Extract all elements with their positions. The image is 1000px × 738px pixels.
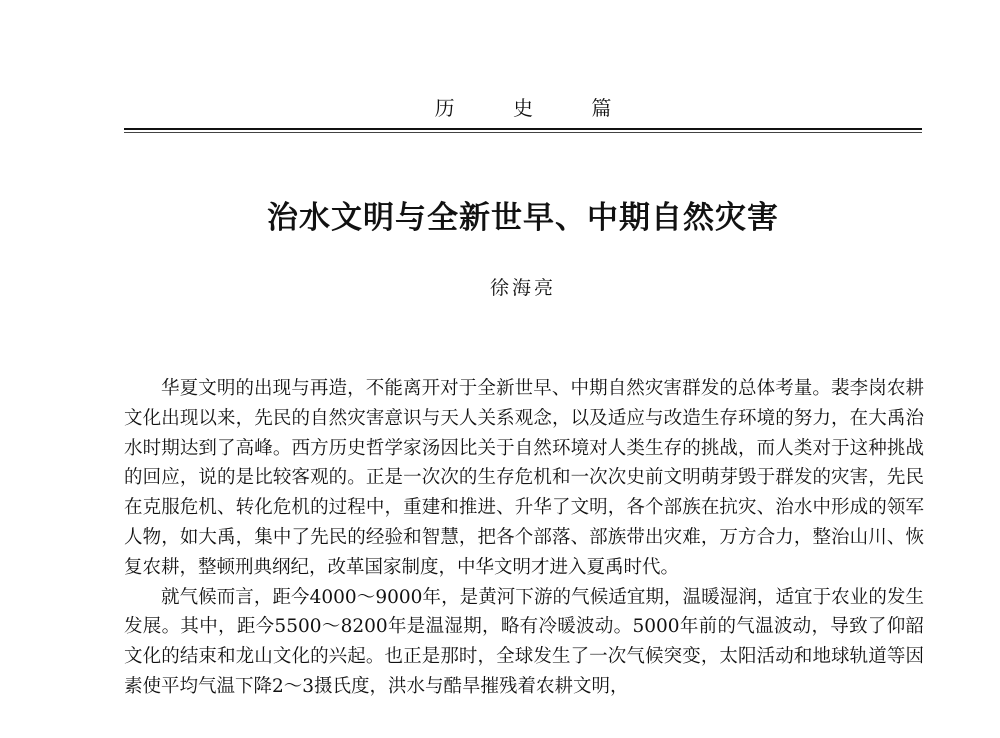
body-paragraph: 华夏文明的出现与再造，不能离开对于全新世早、中期自然灾害群发的总体考量。裴李岗农耕文化出现以来，先民的自然灾害意识与天人关系观念，以及适应与改造生存环境的努力，在大禹治水时期达到了高峰。西方历史哲学家汤因比关于自然环境对人类生存的挑战，而人类对于这种挑战的回应，说的是比较客观的。正是一次次的生存危机和一次次史前文明萌芽毁于群发的灾害，先民在克服危机、转化危机的过程中，重建和推进、升华了文明，各个部族在抗灾、治水中形成的领军人物，如大禹，集中了先民的经验和智慧，把各个部落、部族带出灾难，万方合力，整治山川、恢复农耕，整顿刑典纲纪，改革国家制度，中华文明才进入夏禹时代。	[124, 378, 924, 578]
section-header: 历 史 篇	[434, 96, 638, 120]
header-rule-thin	[124, 132, 922, 133]
article-title: 治水文明与全新世早、中期自然灾害	[267, 200, 779, 236]
article-author: 徐海亮	[489, 277, 556, 299]
header-rule	[124, 128, 922, 130]
body-paragraph: 就气候而言，距今4000～9000年，是黄河下游的气候适宜期，温暖湿润，适宜于农业的发生发展。其中，距今5500～8200年是温湿期，略有冷暖波动。5000年前的气温波动，导致了仰韶文化的结束和龙山文化的兴起。也正是那时，全球发生了一次气候突变，太阳活动和地球轨道等因素使平均气温下降2～3摄氏度，洪水与酷旱摧残着农耕文明，	[124, 586, 924, 697]
article-body	[124, 374, 924, 702]
